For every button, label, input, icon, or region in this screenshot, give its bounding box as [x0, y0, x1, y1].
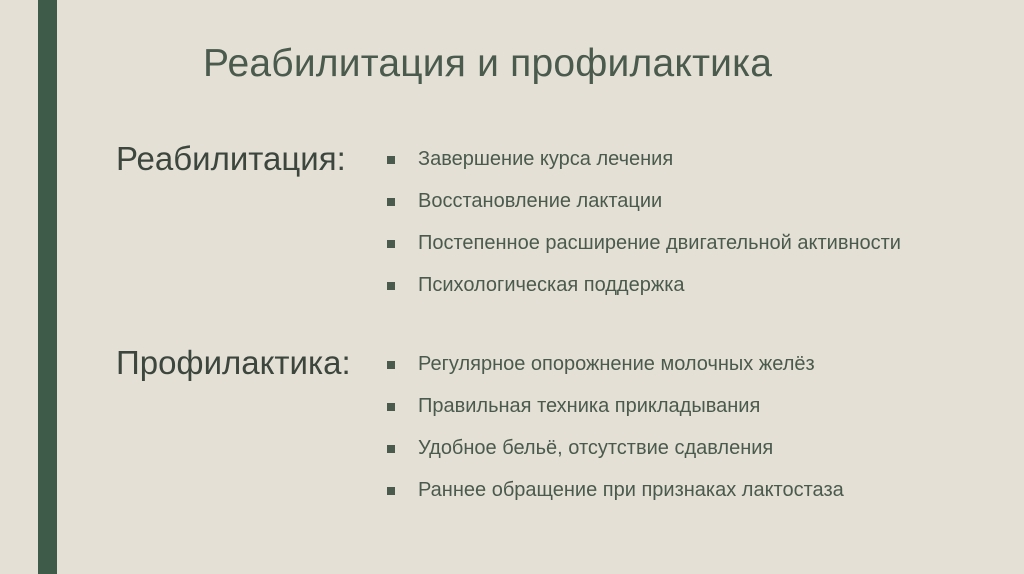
list-item-text: Завершение курса лечения: [418, 148, 674, 170]
square-bullet-icon: [387, 445, 395, 453]
square-bullet-icon: [387, 240, 395, 248]
list-item: [386, 393, 844, 435]
list-item-text: Психологическая поддержка: [418, 274, 685, 296]
slide-title: Реабилитация и профилактика: [203, 42, 773, 85]
square-bullet-icon: [387, 282, 395, 290]
list-item: [386, 230, 901, 272]
square-bullet-icon: [387, 403, 395, 411]
bullet-list-prevention: [386, 351, 844, 519]
bullet-list-rehabilitation: [386, 146, 901, 314]
list-item-text: Раннее обращение при признаках лактостаза: [418, 479, 844, 501]
list-item-text: Постепенное расширение двигательной активности: [418, 232, 901, 254]
square-bullet-icon: [387, 487, 395, 495]
list-item: [386, 351, 844, 393]
list-item: [386, 146, 901, 188]
accent-bar: [38, 0, 57, 574]
square-bullet-icon: [387, 198, 395, 206]
section-heading-rehabilitation: Реабилитация:: [116, 140, 346, 177]
list-item-text: Правильная техника прикладывания: [418, 395, 761, 417]
list-item: [386, 272, 901, 314]
list-item-text: Удобное бельё, отсутствие сдавления: [418, 437, 774, 459]
list-item: [386, 477, 844, 519]
square-bullet-icon: [387, 361, 395, 369]
section-heading-prevention: Профилактика:: [116, 344, 351, 381]
list-item: [386, 435, 844, 477]
list-item-text: Регулярное опорожнение молочных желёз: [418, 353, 815, 375]
list-item: [386, 188, 901, 230]
list-item-text: Восстановление лактации: [418, 190, 663, 212]
square-bullet-icon: [387, 156, 395, 164]
